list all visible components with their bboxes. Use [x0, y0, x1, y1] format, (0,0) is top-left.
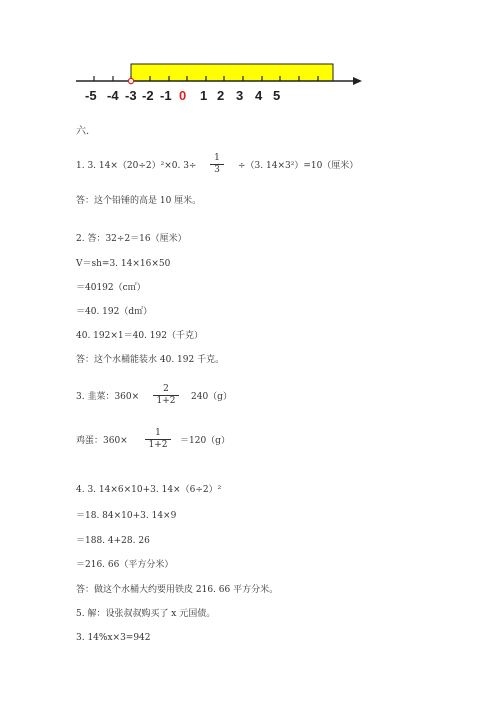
q4-line-4: ＝216. 66（平方分米）: [76, 560, 174, 570]
q1-fraction-denominator: 3: [210, 164, 224, 176]
q3-leek-start: 3. 韭菜：360×: [76, 392, 140, 402]
q2-line-1: 2. 答：32÷2＝16（厘米）: [76, 234, 187, 244]
q1-expression-end: ÷（3. 14×3²）=10（厘米）: [238, 161, 359, 171]
q3-egg-numerator: 1: [155, 428, 161, 438]
q3-egg-denominator: 1+2: [145, 439, 171, 451]
q3-egg-fraction: [145, 428, 171, 451]
q2-line-2: V＝sh=3. 14×16×50: [76, 259, 171, 269]
highlight-region: [131, 64, 333, 81]
q2-line-4: ＝40. 192（d㎡）: [76, 307, 153, 317]
q3-egg-start: 鸡蛋：360×: [76, 436, 128, 446]
q4-answer: 答：做这个水桶大约要用铁皮 216. 66 平方分米。: [76, 585, 279, 595]
q3-leek-end: 240（g）: [191, 392, 232, 402]
tick-label: 3: [236, 88, 244, 103]
marked-point: [128, 78, 133, 83]
tick-label: -4: [107, 88, 119, 103]
q5-line-2: 3. 14%x×3=942: [76, 633, 151, 643]
q3-leek-fraction: [153, 384, 179, 407]
section-heading: 六.: [76, 126, 90, 137]
q4-line-1: 4. 3. 14×6×10+3. 14×（6÷2）²: [76, 485, 222, 495]
q2-answer: 答：这个水桶能装水 40. 192 千克。: [76, 355, 225, 365]
axis-arrowhead: [353, 77, 362, 85]
q1-expression-start: 1. 3. 14×（20÷2）²×0. 3÷: [76, 161, 197, 171]
tick-label: 4: [255, 88, 263, 103]
tick-label: 2: [217, 88, 225, 103]
q3-egg-end: ＝120（g）: [180, 436, 230, 446]
number-line-figure: [0, 0, 500, 110]
q1-fraction-numerator: 1: [214, 153, 220, 163]
q2-line-5: 40. 192×1＝40. 192（千克）: [76, 331, 203, 341]
tick-label: 1: [200, 88, 208, 103]
q3-leek-numerator: 2: [163, 384, 169, 394]
tick-label: 5: [273, 88, 281, 103]
q1-answer: 答：这个铅锤的高是 10 厘米。: [76, 196, 202, 206]
tick-label-zero: 0: [179, 88, 187, 103]
tick-label: -5: [85, 88, 97, 103]
q4-line-3: ＝188. 4+28. 26: [76, 536, 150, 546]
q2-line-3: ＝40192（c㎡）: [76, 283, 146, 293]
q3-leek-denominator: 1+2: [153, 395, 179, 407]
q1-fraction: [210, 153, 224, 176]
tick-label: -3: [125, 88, 137, 103]
tick-label: -2: [142, 88, 154, 103]
q4-line-2: ＝18. 84×10+3. 14×9: [76, 511, 177, 521]
q5-line-1: 5. 解：设张叔叔购买了 x 元国债。: [76, 609, 216, 619]
tick-label: -1: [160, 88, 172, 103]
